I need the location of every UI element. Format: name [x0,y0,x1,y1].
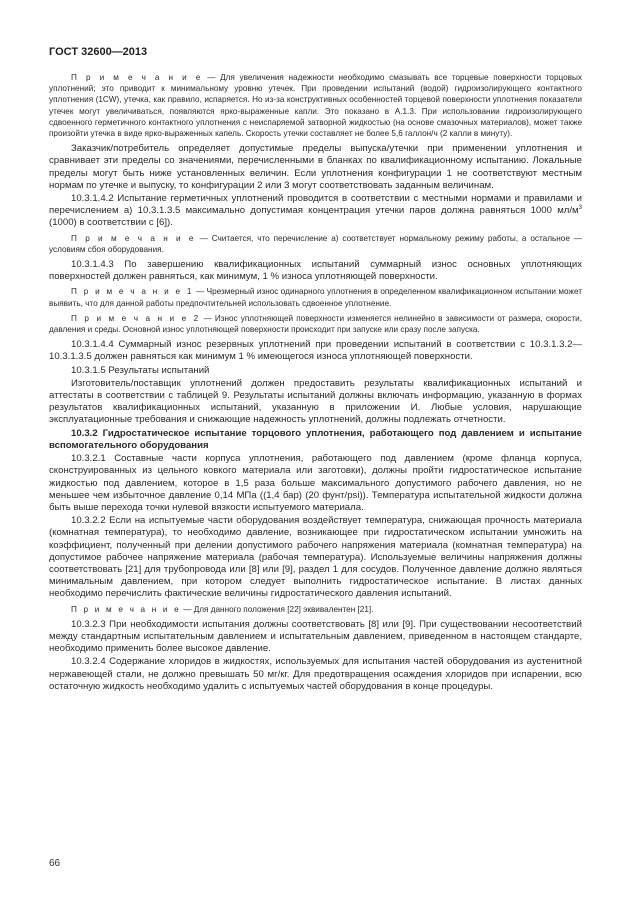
note-label: П р и м е ч а н и е [71,73,203,82]
note-leakage: П р и м е ч а н и е — Для увеличения надежности необходимо смазывать все торцевые поверхности торцовых уплотнений; это приводит к минимальному уровню утечек. При проведении испытаний (водой) гидроизолирующего контактного уплотнения (1CW), утечка, как правило, испаряется. Но из-за конструктивных особенностей торцевой поверхности уплотнения показатели утечек могут увеличиваться, появляются ярко-выраженные капли. Это показано в А.1.3. При использовании гидроизолирующего сдвоенного герметичного контактного уплотнения с неиспаряемой затворной жидкостью (на основе смазочных материалов), может также произойти утечка в виде ярко-выраженных капель. Скорость утечки составляет не более 5,6 галлон/ч (2 капли в минуту). [49,73,582,139]
page-number: 66 [49,858,61,869]
note-label: П р и м е ч а н и е 1 [71,287,194,297]
note-1-wear: П р и м е ч а н и е 1 — Чрезмерный износ одинарного уплотнения в определенном квалификационном испытании может выявить, что для данной работы предпочтительней использовать сдвоенное уплотнение. [49,287,582,308]
paragraph-10-3-2-1: 10.3.2.1 Составные части корпуса уплотнения, работающего под давлением (кроме фланца корпуса, сконструированных из цельного ковкого материала или заготовки), должны пройти гидростатическое испытание жидкостью под давлением, которое в 1,5 раза больше максимального допустимого рабочего давления, но не меньшее чем избыточное давление 0,14 МПа ((1,4 бар) (20 фунт/psi)). Температура испытательной жидкости должна быть выше перехода точки нулевой вязкости испытуемого материала. [49,453,582,513]
paragraph-10-3-2-4: 10.3.2.4 Содержание хлоридов в жидкостях, используемых для испытания частей оборудования из аустенитной нержавеющей стали, не должно превышать 50 мг/кг. Для предотвращения осаждения хлоридов при испарении, всю остаточную жидкость необходимо удалить с испытуемых частей оборудования в конце процедуры. [49,656,582,692]
paragraph-customer-limits: Заказчик/потребитель определяет допустимые пределы выпуска/утечки при применении уплотнения и сравнивает эти пределы со значениями, перечисленными в бланках по квалификационному испытанию. Локальные пределы могут быть ниже установленных величин. Если уплотнения конфигурации 1 не соответствуют местным нормам по утечке и выпуску, то конфигурации 2 или 3 могут соответствовать заданным величинам. [49,143,582,191]
document-header: ГОСТ 32600—2013 [49,46,148,58]
paragraph-10-3-2-3: 10.3.2.3 При необходимости испытания должны соответствовать [8] или [9]. При существовании несоответствий между стандартным испытательным давлением и испытательным давлением, приведенном в настоящем стандарте, необходимо применить более высокое давление. [49,618,582,655]
note-label: П р и м е ч а н и е [71,233,196,243]
paragraph-10-3-1-4-3: 10.3.1.4.3 По завершению квалификационных испытаний суммарный износ основных уплотняющих поверхностей должен равняться, как минимум, 1 % износа уплотняющей поверхности. [49,259,582,283]
paragraph-test-results: Изготовитель/поставщик уплотнений должен предоставить результаты квалификационных испытаний и аттестаты в соответствии с таблицей 9. Результаты испытаний должны включать информацию, указанную в формах результатов квалификационных испытаний, указанную в приложении И. Любые условия, нарушающие эксплуатационные требования и снижающие надежность уплотнений, должны подлежать отчетности. [49,377,582,426]
section-heading-10-3-2: 10.3.2 Гидростатическое испытание торцового уплотнения, работающего под давлением и испытание вспомогательного оборудования [49,427,582,451]
paragraph-10-3-2-2: 10.3.2.2 Если на испытуемые части оборудования воздействует температура, снижающая прочность материала (комнатная температура), то необходимо давление, возникающее при гидростатическом испытании умножить на коэффициент, полученный при делении допустимого рабочего напряжения материала (комнатная температура) на допустимое рабочее напряжение материала (рабочая температура). Используемые величины напряжения должны соответствовать [21] для трубопровода или [8] или [9], раздел 1 для сосудов. Полученное давление должно являться минимальным давлением, при котором следует выполнить гидростатическое испытание. В листах данных необходимо перечислить фактические величины гидростатического давления испытаний. [49,515,582,600]
paragraph-10-3-1-5: 10.3.1.5 Результаты испытаний [71,364,210,376]
paragraph-10-3-1-4-4: 10.3.1.4.4 Суммарный износ резервных уплотнений при проведении испытаний в соответствии с 10.3.1.3.2—10.3.1.3.5 должен равняться как минимум 1 % имеющегося износа уплотняющей поверхности. [49,339,582,363]
paragraph-10-3-1-4-2: 10.3.1.4.2 Испытание герметичных уплотнений проводится в соответствии с местными нормами и правилами и перечислением а) 10.3.1.3.5 максимально допустимая концентрация утечки паров должна равняться 1000 $мл/м^3$ (1000) в соответствии с [6]). [49,193,582,229]
note-equivalence: П р и м е ч а н и е — Для данного положения [22] эквивалентен [21]. [71,604,374,614]
note-label: П р и м е ч а н и е 2 [71,313,201,323]
note-label: П р и м е ч а н и е [71,604,181,614]
note-2-wear: П р и м е ч а н и е 2 — Износ уплотняющей поверхности изменяется нелинейно в зависимости от размера, скорости, давления и среды. Основной износ уплотняющей поверхности происходит при запуске или сразу после запуска. [49,313,582,335]
page-body [49,72,582,694]
note-operating-mode: П р и м е ч а н и е — Считается, что перечисление а) соответствует нормальному режиму работы, а остальное — условиям сбоя оборудования. [49,233,582,254]
